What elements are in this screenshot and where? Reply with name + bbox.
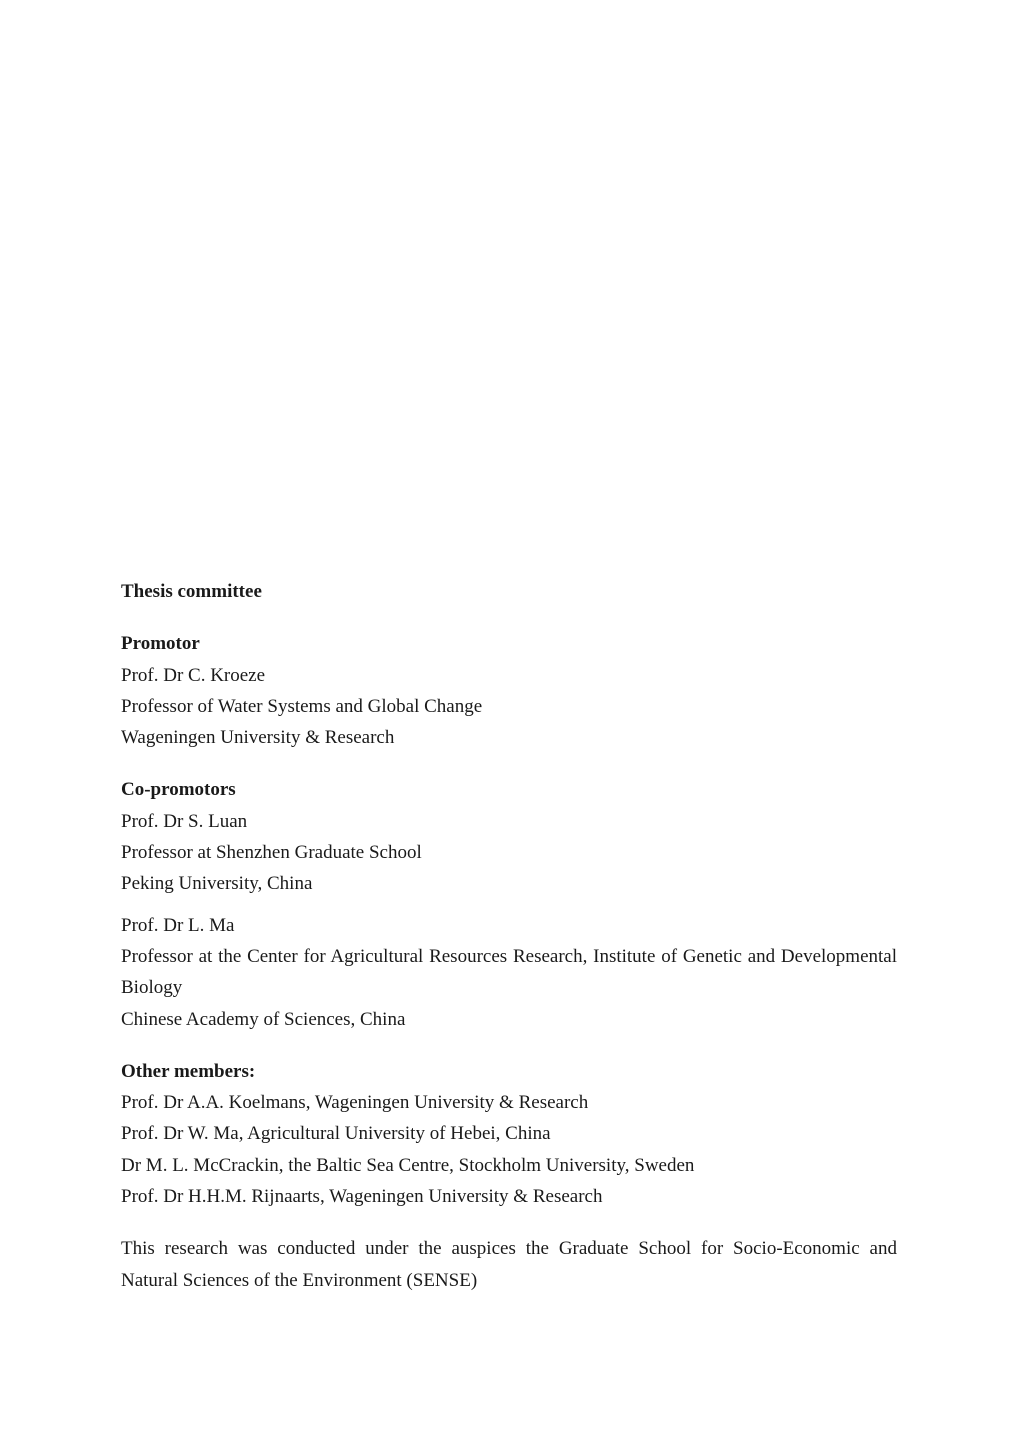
research-statement: This research was conducted under the auspices the Graduate School for Socio-Economic and Natural Sciences of the Environment (SENSE): [121, 1238, 897, 1291]
section-title: Thesis committee: [121, 581, 262, 602]
promotor-block: [121, 628, 897, 753]
copromotor-2-name: Prof. Dr L. Ma: [121, 914, 235, 936]
promotor-institution: Wageningen University & Research: [121, 727, 395, 749]
copromotor-2-position: Professor at the Center for Agricultural Resources Research, Institute of Genetic and Developmental Biology: [121, 945, 897, 999]
member-item: Prof. Dr W. Ma, Agricultural University of Hebei, China: [121, 1123, 551, 1145]
copromotor-2: [121, 910, 897, 1035]
thesis-committee-section: [121, 576, 897, 1296]
copromotors-block: [121, 774, 897, 1034]
copromotors-heading: Co-promotors: [121, 779, 236, 801]
promotor-heading: Promotor: [121, 633, 200, 655]
member-item: Dr M. L. McCrackin, the Baltic Sea Centre, Stockholm University, Sweden: [121, 1154, 695, 1176]
copromotor-1-position: Professor at Shenzhen Graduate School: [121, 842, 422, 864]
member-item: Prof. Dr A.A. Koelmans, Wageningen University & Research: [121, 1092, 589, 1114]
promotor-position: Professor of Water Systems and Global Change: [121, 695, 483, 717]
copromotor-1-name: Prof. Dr S. Luan: [121, 810, 248, 832]
copromotor-1-institution: Peking University, China: [121, 873, 313, 895]
other-members-heading: Other members:: [121, 1060, 256, 1082]
copromotor-2-institution: Chinese Academy of Sciences, China: [121, 1008, 406, 1030]
promotor-name: Prof. Dr C. Kroeze: [121, 664, 266, 686]
member-item: Prof. Dr H.H.M. Rijnaarts, Wageningen University & Research: [121, 1186, 603, 1208]
other-members-block: [121, 1056, 897, 1212]
